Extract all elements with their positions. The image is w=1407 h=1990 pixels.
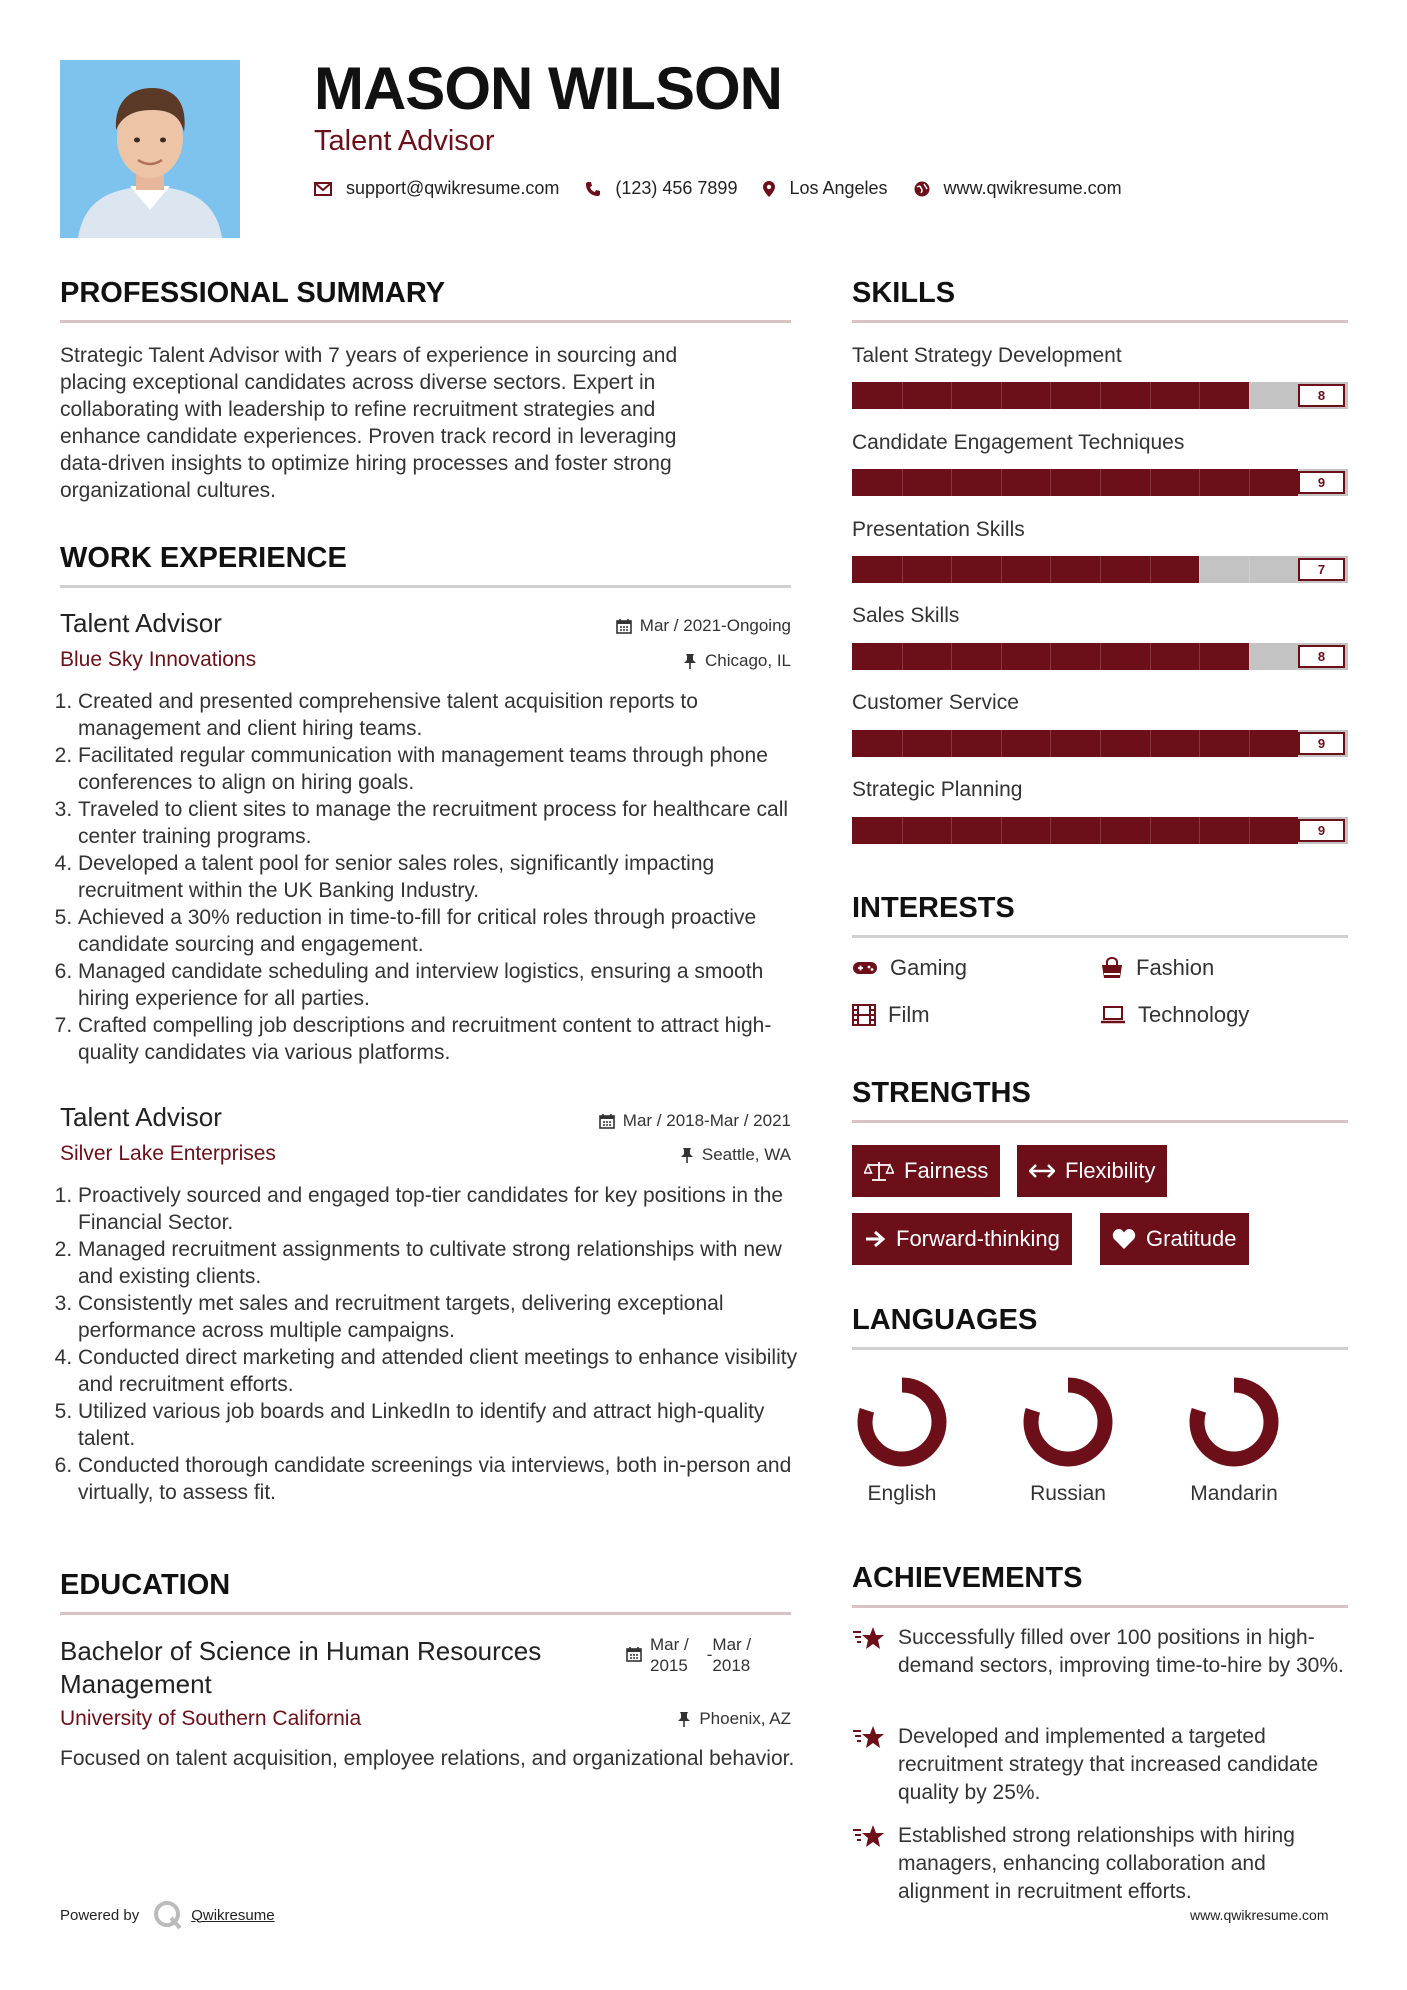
skill-name: Sales Skills [852, 604, 960, 627]
skill-fill [852, 556, 1199, 583]
strength-label: Fairness [904, 1158, 989, 1183]
skill-segment-divider [1100, 469, 1101, 496]
summary-divider [60, 320, 791, 323]
skill-name: Customer Service [852, 691, 1019, 714]
strength-label: Flexibility [1065, 1158, 1156, 1183]
strength-label: Forward-thinking [896, 1226, 1060, 1251]
powered-by-label: Powered by [60, 1906, 140, 1924]
phone-text: (123) 456 7899 [615, 178, 738, 198]
list-item: 5. Utilized various job boards and LinkedIn to identify and attract high-quality talent. [78, 1398, 813, 1452]
skill-bar [852, 817, 1348, 844]
skill-segment-divider [951, 556, 952, 583]
interests-divider [852, 935, 1348, 938]
job-dates-text: Mar / 2018-Mar / 2021 [622, 1111, 791, 1130]
skill-value: 8 [1298, 645, 1345, 668]
skill-segment-divider [1050, 469, 1051, 496]
education-description: Focused on talent acquisition, employee relations, and organizational behavior. [60, 1747, 795, 1770]
job-role: Talent Advisor [60, 608, 222, 638]
skill-segment-divider [1001, 382, 1002, 409]
interest-item [1100, 955, 1214, 981]
experience-heading: WORK EXPERIENCE [60, 542, 347, 574]
skill-segment-divider [1001, 730, 1002, 757]
email-text: support@qwikresume.com [346, 178, 560, 198]
location-text: Los Angeles [789, 178, 888, 198]
strengths-heading: STRENGTHS [852, 1077, 1031, 1109]
strength-badge [852, 1145, 1000, 1197]
skill-fill [852, 469, 1298, 496]
skill-fill [852, 730, 1298, 757]
interest-label: Film [888, 1002, 930, 1027]
experience-divider [60, 585, 791, 588]
language-name: Russian [1030, 1482, 1106, 1505]
skill-segment-divider [902, 817, 903, 844]
strength-badge [1100, 1213, 1249, 1265]
skill-name: Strategic Planning [852, 778, 1023, 801]
arrows-horizontal-icon [1029, 1164, 1055, 1178]
skill-segment-divider [1199, 817, 1200, 844]
pushpin-icon [677, 1711, 691, 1727]
list-item: 1. Created and presented comprehensive talent acquisition reports to management and client hiring teams. [78, 688, 813, 742]
skill-segment-divider [1100, 817, 1101, 844]
achievements-heading: ACHIEVEMENTS [852, 1562, 1083, 1594]
skill-segment-divider [1150, 817, 1151, 844]
skill-segment-divider [1150, 643, 1151, 670]
end-month: Mar / [712, 1635, 752, 1654]
skill-segment-divider [951, 730, 952, 757]
skill-segment-divider [1100, 643, 1101, 670]
skill-segment-divider [902, 469, 903, 496]
star-icon [852, 1824, 886, 1850]
summary-line: data-driven insights to optimize hiring processes and foster strong [60, 452, 672, 475]
language-name: English [867, 1482, 937, 1505]
job-dates-text: Mar / 2021-Ongoing [639, 616, 791, 635]
strength-badge [852, 1213, 1072, 1265]
interest-item [852, 955, 967, 981]
summary-line: organizational cultures. [60, 479, 276, 502]
skill-segment-divider [1050, 556, 1051, 583]
skill-value: 9 [1298, 819, 1345, 842]
candidate-name: MASON WILSON [314, 55, 782, 122]
skill-segment-divider [1150, 556, 1151, 583]
list-item: 7. Crafted compelling job descriptions and recruitment content to attract high-quality candidates via various platforms. [78, 1012, 813, 1066]
skill-segment-divider [951, 817, 952, 844]
arrow-right-icon [864, 1230, 886, 1248]
skill-segment-divider [1050, 817, 1051, 844]
education-dates [626, 1634, 751, 1676]
envelope-icon [314, 182, 332, 196]
contact-website[interactable] [914, 178, 1122, 199]
strengths-divider [852, 1120, 1348, 1123]
film-icon [852, 1004, 876, 1026]
skill-name: Candidate Engagement Techniques [852, 431, 1185, 454]
skill-segment-divider [1150, 469, 1151, 496]
list-item: 5. Achieved a 30% reduction in time-to-fill for critical roles through proactive candidate sourcing and engagement. [78, 904, 813, 958]
gamepad-icon [852, 960, 878, 976]
footer-powered-by [60, 1900, 275, 1930]
skill-segment-divider [1199, 556, 1200, 583]
skill-segment-divider [1050, 643, 1051, 670]
job-location-text: Chicago, IL [705, 651, 791, 670]
footer-website[interactable]: www.qwikresume.com [1190, 1907, 1329, 1923]
job-dates [599, 1111, 791, 1131]
skill-bar [852, 556, 1348, 583]
laptop-icon [1100, 1005, 1126, 1025]
skill-segment-divider [1249, 643, 1250, 670]
skill-segment-divider [1100, 382, 1101, 409]
skill-segment-divider [1001, 556, 1002, 583]
skill-fill [852, 817, 1298, 844]
education-heading: EDUCATION [60, 1569, 231, 1601]
pushpin-icon [683, 653, 697, 669]
achievement-text: Successfully filled over 100 positions in high-demand sectors, improving time-to-hire by 30%. [898, 1626, 1344, 1677]
language-item [1164, 1372, 1304, 1506]
brand-link[interactable]: Qwikresume [191, 1906, 275, 1924]
skill-segment-divider [1249, 556, 1250, 583]
job-bullets [60, 1182, 813, 1506]
skill-segment-divider [1249, 469, 1250, 496]
education-location [677, 1709, 791, 1729]
profile-photo [60, 60, 240, 238]
language-ring-arc [865, 1385, 939, 1459]
achievements-divider [852, 1605, 1348, 1608]
languages-divider [852, 1347, 1348, 1350]
job-location [680, 1145, 791, 1165]
education-degree [60, 1635, 620, 1701]
language-ring-arc [1031, 1385, 1105, 1459]
bag-icon [1100, 957, 1124, 979]
globe-icon [914, 181, 930, 197]
job-bullets [60, 688, 813, 1066]
summary-line: enhance candidate experiences. Proven track record in leveraging [60, 425, 677, 448]
list-item: 3. Consistently met sales and recruitment targets, delivering exceptional performance across multiple campaigns. [78, 1290, 813, 1344]
summary-line: placing exceptional candidates across diverse sectors. Expert in [60, 371, 656, 394]
job-company: Blue Sky Innovations [60, 648, 257, 671]
skill-segment-divider [1001, 817, 1002, 844]
summary-line: Strategic Talent Advisor with 7 years of experience in sourcing and [60, 344, 678, 367]
date-dash: - [706, 1645, 713, 1664]
job-company: Silver Lake Enterprises [60, 1142, 276, 1165]
language-ring [1018, 1372, 1118, 1472]
interest-label: Fashion [1136, 955, 1215, 980]
language-name: Mandarin [1190, 1482, 1278, 1505]
interest-label: Technology [1138, 1002, 1250, 1027]
skills-divider [852, 320, 1348, 323]
job-dates [616, 616, 791, 636]
list-item: 6. Managed candidate scheduling and interview logistics, ensuring a smooth hiring experience for all parties. [78, 958, 813, 1012]
education-divider [60, 1612, 791, 1615]
summary-line: collaborating with leadership to refine recruitment strategies and [60, 398, 656, 421]
contact-location [763, 178, 887, 199]
skill-segment-divider [951, 643, 952, 670]
start-month: Mar / [650, 1635, 689, 1654]
summary-heading: PROFESSIONAL SUMMARY [60, 277, 446, 309]
achievement-item [852, 1723, 1346, 1807]
calendar-icon [616, 618, 632, 634]
skill-segment-divider [951, 469, 952, 496]
skill-segment-divider [1249, 730, 1250, 757]
skill-bar [852, 730, 1348, 757]
skill-segment-divider [1050, 382, 1051, 409]
education-school: University of Southern California [60, 1707, 362, 1730]
map-marker-icon [763, 181, 775, 197]
skill-segment-divider [1249, 817, 1250, 844]
skills-heading: SKILLS [852, 277, 956, 309]
degree-line: Bachelor of Science in Human Resources [60, 1636, 542, 1666]
contact-row [314, 178, 1148, 199]
strength-label: Gratitude [1146, 1226, 1237, 1251]
education-end [712, 1634, 751, 1676]
list-item: 1. Proactively sourced and engaged top-tier candidates for key positions in the Financial Sector. [78, 1182, 813, 1236]
job-location [683, 651, 791, 671]
skill-segment-divider [1150, 382, 1151, 409]
skill-segment-divider [1050, 730, 1051, 757]
skill-segment-divider [1199, 643, 1200, 670]
skill-segment-divider [1199, 469, 1200, 496]
list-item: 4. Developed a talent pool for senior sales roles, significantly impacting recruitment within the UK Banking Industry. [78, 850, 813, 904]
skill-bar [852, 643, 1348, 670]
skill-segment-divider [902, 730, 903, 757]
pushpin-icon [680, 1147, 694, 1163]
skill-segment-divider [951, 382, 952, 409]
summary-text [60, 342, 800, 504]
heart-icon [1112, 1228, 1136, 1250]
skill-value: 7 [1298, 558, 1345, 581]
contact-email[interactable] [314, 178, 559, 199]
job-role: Talent Advisor [60, 1102, 222, 1132]
star-icon [852, 1725, 886, 1751]
skill-segment-divider [1100, 730, 1101, 757]
skill-segment-divider [902, 643, 903, 670]
skill-segment-divider [1199, 730, 1200, 757]
job-location-text: Seattle, WA [701, 1145, 791, 1164]
skill-segment-divider [902, 556, 903, 583]
skill-name: Talent Strategy Development [852, 344, 1122, 367]
candidate-title: Talent Advisor [314, 125, 495, 157]
interest-item [852, 1002, 930, 1028]
calendar-icon [599, 1113, 615, 1129]
skill-name: Presentation Skills [852, 518, 1025, 541]
skill-segment-divider [1100, 556, 1101, 583]
qwikresume-logo-icon [153, 1900, 183, 1930]
strength-badge [1017, 1145, 1167, 1197]
achievement-text: Established strong relationships with hiring managers, enhancing collaboration and alignment in recruitment efforts. [898, 1824, 1295, 1903]
list-item: 4. Conducted direct marketing and attended client meetings to enhance visibility and recruitment efforts. [78, 1344, 813, 1398]
interest-label: Gaming [890, 955, 968, 980]
languages-heading: LANGUAGES [852, 1304, 1038, 1336]
list-item: 2. Managed recruitment assignments to cultivate strong relationships with new and existing clients. [78, 1236, 813, 1290]
skill-value: 9 [1298, 732, 1345, 755]
language-item [998, 1372, 1138, 1506]
interest-item [1100, 1002, 1249, 1028]
language-item [832, 1372, 972, 1506]
skill-segment-divider [1001, 643, 1002, 670]
language-ring [1184, 1372, 1284, 1472]
skill-value: 9 [1298, 471, 1345, 494]
skill-bar [852, 382, 1348, 409]
skill-segment-divider [1001, 469, 1002, 496]
skill-segment-divider [1150, 730, 1151, 757]
phone-icon [585, 181, 601, 197]
list-item: 6. Conducted thorough candidate screenings via interviews, both in-person and virtually, to assess fit. [78, 1452, 813, 1506]
degree-line: Management [60, 1669, 212, 1699]
skill-segment-divider [1249, 382, 1250, 409]
language-ring-arc [1197, 1385, 1271, 1459]
education-location-text: Phoenix, AZ [699, 1709, 791, 1728]
skill-bar [852, 469, 1348, 496]
start-year: 2015 [650, 1656, 688, 1675]
list-item: 2. Facilitated regular communication with management teams through phone conferences to align on hiring goals. [78, 742, 813, 796]
achievement-item [852, 1822, 1346, 1906]
achievement-item [852, 1624, 1346, 1680]
education-start [650, 1634, 689, 1676]
calendar-icon [626, 1646, 642, 1662]
website-text: www.qwikresume.com [943, 178, 1122, 198]
skill-value: 8 [1298, 384, 1345, 407]
interests-heading: INTERESTS [852, 892, 1015, 924]
end-year: 2018 [712, 1656, 751, 1675]
balance-scale-icon [864, 1160, 894, 1182]
skill-segment-divider [1199, 382, 1200, 409]
star-icon [852, 1626, 886, 1652]
contact-phone[interactable] [585, 178, 737, 199]
achievement-text: Developed and implemented a targeted recruitment strategy that increased candidate quality by 25%. [898, 1725, 1319, 1804]
list-item: 3. Traveled to client sites to manage the recruitment process for healthcare call center training programs. [78, 796, 813, 850]
language-ring [852, 1372, 952, 1472]
skill-segment-divider [902, 382, 903, 409]
